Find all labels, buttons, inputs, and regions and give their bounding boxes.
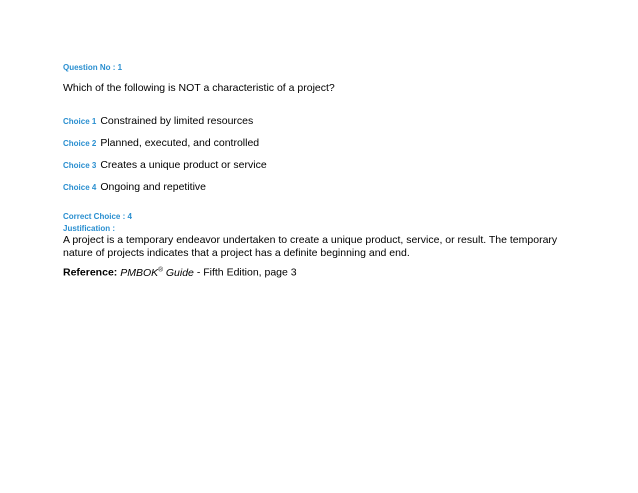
reference-label: Reference: xyxy=(63,266,118,279)
reference-title-text: PMBOK xyxy=(120,266,159,279)
choice-label: Choice 2 xyxy=(63,139,97,148)
correct-choice: Correct Choice : 4 xyxy=(63,212,132,221)
choice-text: Planned, executed, and controlled xyxy=(100,137,260,149)
choice-text: Creates a unique product or service xyxy=(100,159,267,171)
choice-label: Choice 4 xyxy=(63,183,97,192)
question-text: Which of the following is NOT a characteristic of a project? xyxy=(63,82,335,94)
choice-text: Constrained by limited resources xyxy=(100,115,254,127)
choice-item-3[interactable] xyxy=(63,159,267,171)
choice-label: Choice 3 xyxy=(63,161,97,170)
reference-detail: - Fifth Edition, page 3 xyxy=(196,266,297,279)
reference-title-suffix: Guide xyxy=(165,266,194,279)
justification-label: Justification : xyxy=(63,224,116,233)
choice-item-4[interactable] xyxy=(63,181,206,193)
justification-text: A project is a temporary endeavor undertaken to create a unique product, service, or result. The temporary nature of projects indicates that a project has a definite beginning and end. xyxy=(63,234,558,259)
registered-mark: ® xyxy=(158,266,163,273)
choice-item-1[interactable] xyxy=(63,115,253,127)
reference-title xyxy=(120,267,194,279)
reference-line xyxy=(63,266,297,279)
question-number: Question No : 1 xyxy=(63,63,123,72)
choice-item-2[interactable] xyxy=(63,137,259,149)
choice-text: Ongoing and repetitive xyxy=(100,181,206,193)
choice-label: Choice 1 xyxy=(63,117,97,126)
